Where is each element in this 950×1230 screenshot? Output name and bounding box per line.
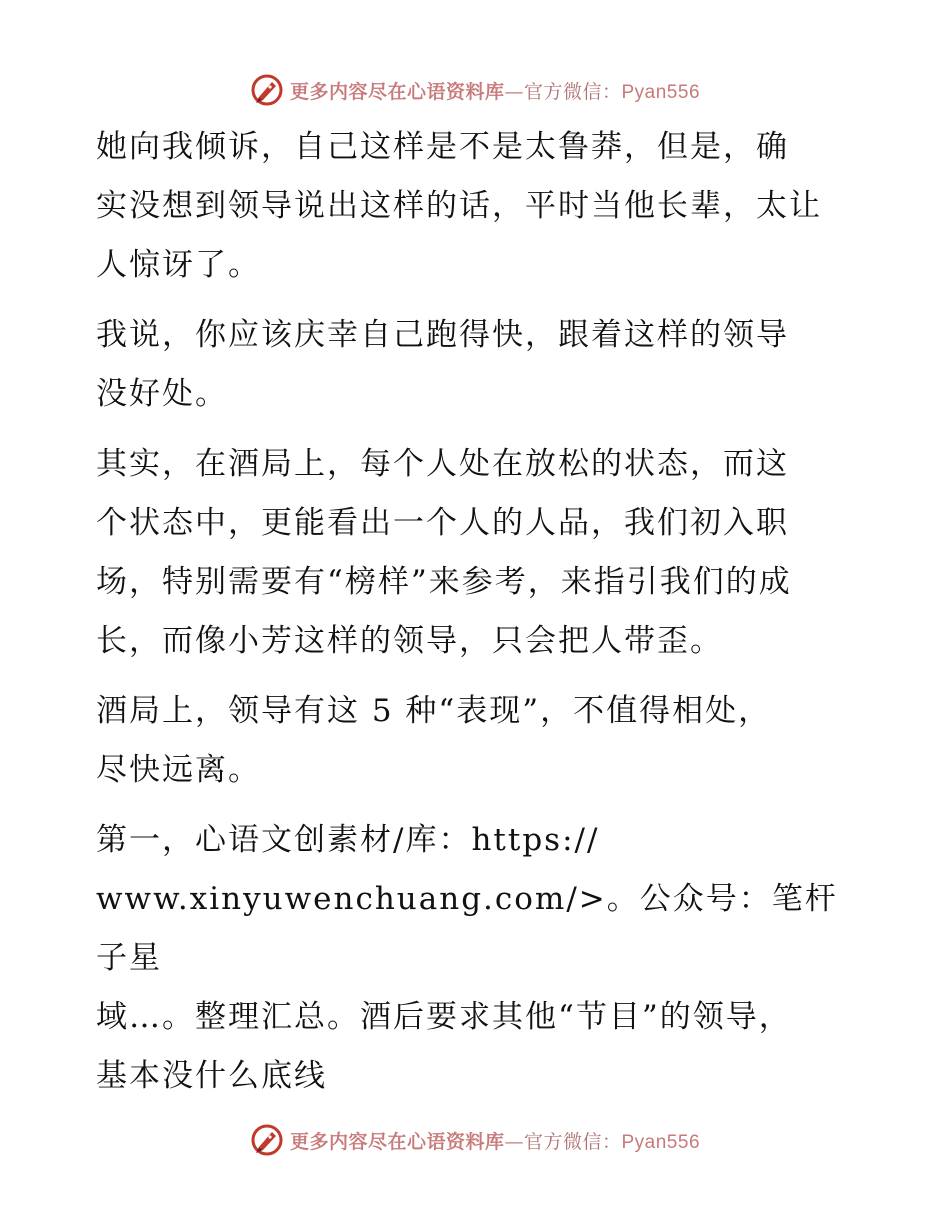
footer-wechat-id: Pyan556 bbox=[621, 1131, 701, 1153]
footer-banner bbox=[0, 1120, 950, 1160]
paragraph-5: 第一，心语文创素材/库：https:// www.xinyuwenchuang.com/>。公众号：笔杆子星 域…。整理汇总。酒后要求其他“节目”的领导， 基本没什么底线 bbox=[96, 822, 838, 1094]
header-dash: — bbox=[504, 80, 524, 103]
document-body bbox=[96, 118, 866, 1117]
paragraph-2: 我说，你应该庆幸自己跑得快，跟着这样的领导 没好处。 bbox=[96, 317, 789, 412]
header-wechat-id: Pyan556 bbox=[621, 81, 701, 103]
footer-banner-text bbox=[290, 1127, 700, 1154]
header-banner bbox=[0, 70, 950, 110]
paragraph-1: 她向我倾诉，自己这样是不是太鲁莽，但是，确 实没想到领导说出这样的话，平时当他长辈，太让 人惊讶了。 bbox=[96, 129, 822, 283]
footer-title: 更多内容尽在心语资料库 bbox=[289, 1130, 505, 1153]
footer-dash: — bbox=[504, 1130, 524, 1153]
header-title: 更多内容尽在心语资料库 bbox=[289, 80, 505, 103]
paragraph-4: 酒局上，领导有这 5 种“表现”，不值得相处， 尽快远离。 bbox=[96, 693, 772, 788]
header-wechat-label: 官方微信： bbox=[523, 80, 622, 103]
footer-wechat-label: 官方微信： bbox=[523, 1130, 622, 1153]
pen-nib-logo-icon bbox=[250, 1123, 284, 1157]
header-banner-text bbox=[290, 77, 700, 104]
pen-nib-logo-icon bbox=[250, 73, 284, 107]
paragraph-3: 其实，在酒局上，每个人处在放松的状态，而这 个状态中，更能看出一个人的人品，我们初入职 场，特别需要有“榜样”来参考，来指引我们的成 长，而像小芳这样的领导，只会把人带歪。 bbox=[96, 446, 792, 659]
